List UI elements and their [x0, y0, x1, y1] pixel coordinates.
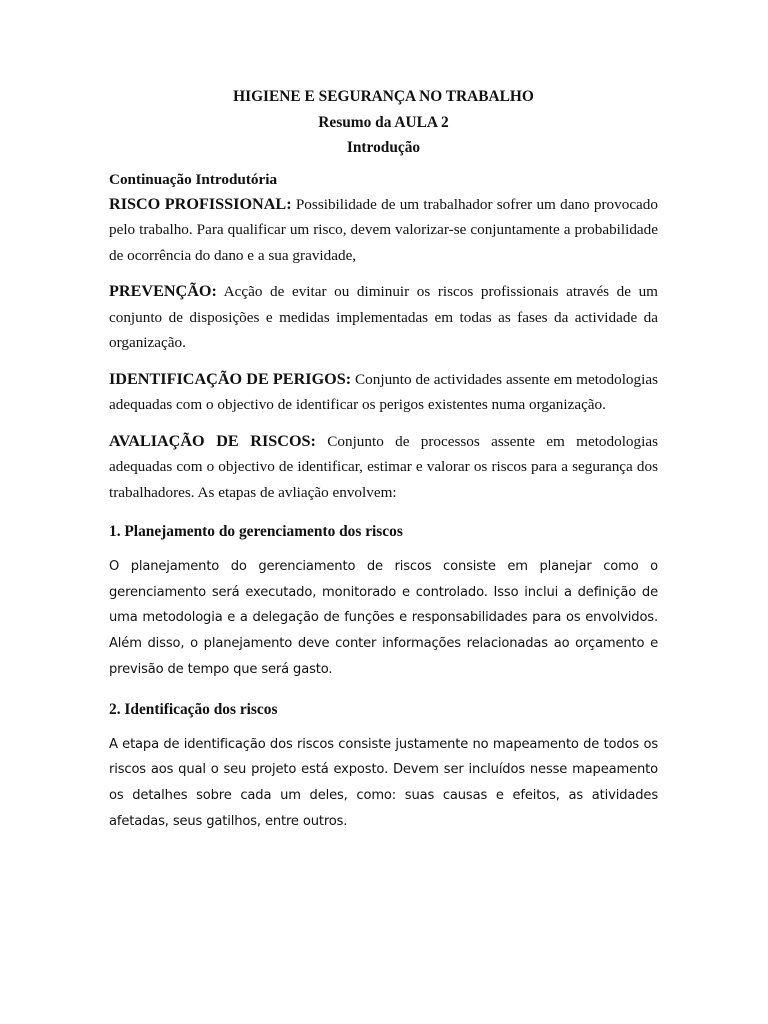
- definition-term: RISCO PROFISSIONAL:: [109, 194, 292, 213]
- definition-text: Conjunto de actividades assente em metodologias adequadas com o objectivo de identificar os perigos existentes numa organização.: [109, 370, 658, 413]
- definition-text: Possibilidade de um trabalhador sofrer um dano provocado pelo trabalho. Para qualificar um risco, devem valorizar-se conjuntamente a probabilidade de ocorrência do dano e a sua gravidade,: [109, 195, 658, 264]
- definition-term: AVALIAÇÃO DE RISCOS:: [109, 431, 316, 450]
- definition-risco-profissional: [109, 192, 658, 269]
- definition-text: Conjunto de processos assente em metodologias adequadas com o objectivo de identificar, estimar e valorar os riscos para a segurança dos trabalhadores. As etapas de avliação envolvem:: [109, 432, 658, 501]
- definition-identificacao-perigos: [109, 367, 658, 418]
- document-subtitle: Resumo da AULA 2: [318, 113, 449, 131]
- step-1-heading: 1. Planejamento do gerenciamento dos riscos: [109, 523, 403, 540]
- document-title: HIGIENE E SEGURANÇA NO TRABALHO: [233, 88, 534, 105]
- definition-avaliacao-riscos: [109, 429, 658, 506]
- document-body: [109, 84, 658, 834]
- intro-heading: Continuação Introdutória: [109, 170, 278, 188]
- step-2-heading: 2. Identificação dos riscos: [109, 700, 278, 718]
- definition-prevencao: [109, 279, 658, 356]
- definition-term: PREVENÇÃO:: [109, 282, 217, 300]
- section-title: Introdução: [346, 139, 421, 156]
- definition-text: Acção de evitar ou diminuir os riscos profissionais através de um conjunto de disposições e medidas implementadas em todas as fases da actividade da organização.: [109, 283, 658, 351]
- step-2-text: A etapa de identificação dos riscos consiste justamente no mapeamento de todos os riscos aos qual o seu projeto está exposto. Devem ser incluídos nesse mapeamento os detalhes sobre cada um deles, como: suas causas e efeitos, as atividades afetadas, seus gatilhos, entre outros.: [109, 736, 658, 829]
- definition-term: IDENTIFICAÇÃO DE PERIGOS:: [109, 369, 352, 388]
- step-1-text: O planejamento do gerenciamento de riscos consiste em planejar como o gerenciamento será executado, monitorado e controlado. Isso inclui a definição de uma metodologia e a delegação de funções e responsabilidades para os envolvidos. Além disso, o planejamento deve conter informações relacionadas ao orçamento e previsão de tempo que será gasto.: [109, 559, 658, 677]
